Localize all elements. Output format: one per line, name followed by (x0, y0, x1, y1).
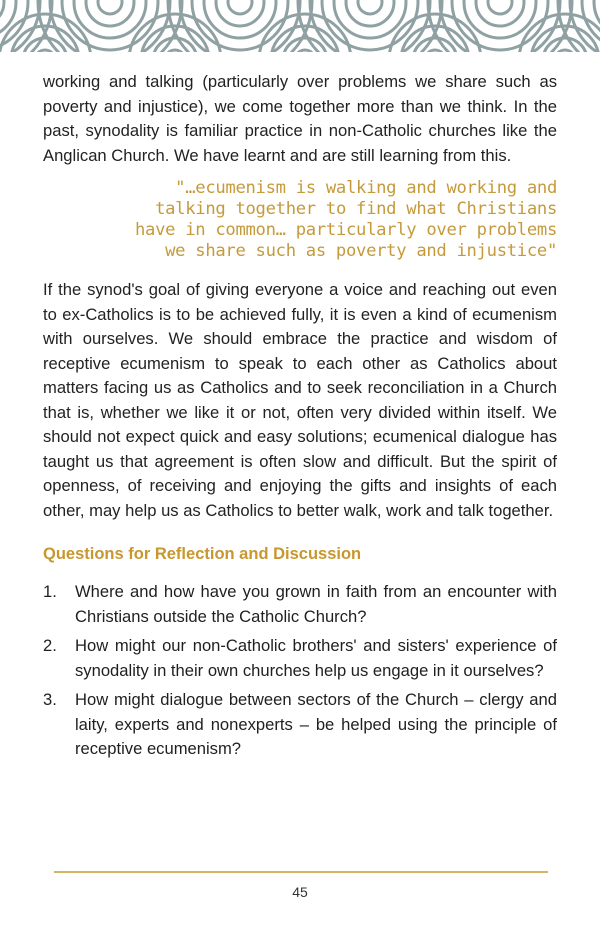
header-decorative-pattern (0, 0, 600, 52)
pull-quote-line: have in common… particularly over problems (134, 220, 557, 240)
page-number: 45 (292, 884, 308, 900)
pull-quote (43, 178, 557, 262)
pull-quote-line: we share such as poverty and injustice" (165, 241, 557, 261)
pattern-arc (594, 0, 600, 38)
list-item-text: How might our non-Catholic brothers' and sisters' experience of synodality in their own churches help us engage in it ourselves? (75, 636, 557, 680)
pattern-arc (35, 50, 55, 52)
pattern-arc (425, 50, 445, 52)
pattern-arc (228, 0, 252, 14)
pattern-arc (555, 50, 575, 52)
pattern-arc (358, 0, 382, 14)
question-list (43, 580, 557, 762)
list-item-text: How might dialogue between sectors of the Church – clergy and laity, experts and nonexperts – be helped using the principle of receptive ecumenism? (75, 690, 557, 758)
pull-quote-line: "…ecumenism is walking and working and (175, 178, 557, 198)
list-item-number: 1. (43, 582, 57, 601)
section-heading: Questions for Reflection and Discussion (43, 545, 362, 563)
footer-divider (54, 871, 548, 873)
paragraph-1: working and talking (particularly over problems we share such as poverty and injustice), we come together more than we think. In the past, synodality is familiar practice in non-Catholic churches like the Anglican Church. We have learnt and are still learning from this. (43, 72, 557, 165)
list-item-number: 3. (43, 690, 57, 709)
pattern-arc (295, 50, 315, 52)
pattern-arc (0, 0, 4, 26)
list-item (43, 580, 557, 629)
paragraph-2: If the synod's goal of giving everyone a voice and reaching out even to ex-Catholics is to be achieved fully, it is even a kind of ecumenism with ourselves. We should embrace the practice and wisdom of receptive ecumenism to speak to each other as Catholics about matters facing us as Catholics and to seek reconciliation in a Church that is, whether we like it or not, often very divided within itself. We should not expect quick and easy solutions; ecumenical dialogue has taught us that agreement is often slow and difficult. But the spirit of openness, of receiving and enjoying the gifts and insights of each other, may help us as Catholics to better walk, work and talk together. (43, 280, 557, 520)
pull-quote-line: talking together to find what Christians (155, 199, 557, 219)
list-item-number: 2. (43, 636, 57, 655)
list-item (43, 634, 557, 683)
list-item-text: Where and how have you grown in faith from an encounter with Christians outside the Catholic Church? (75, 582, 557, 626)
pattern-arc (98, 0, 122, 14)
list-item (43, 688, 557, 762)
pattern-arc (165, 50, 185, 52)
page-content (43, 70, 557, 767)
pattern-arc (488, 0, 512, 14)
